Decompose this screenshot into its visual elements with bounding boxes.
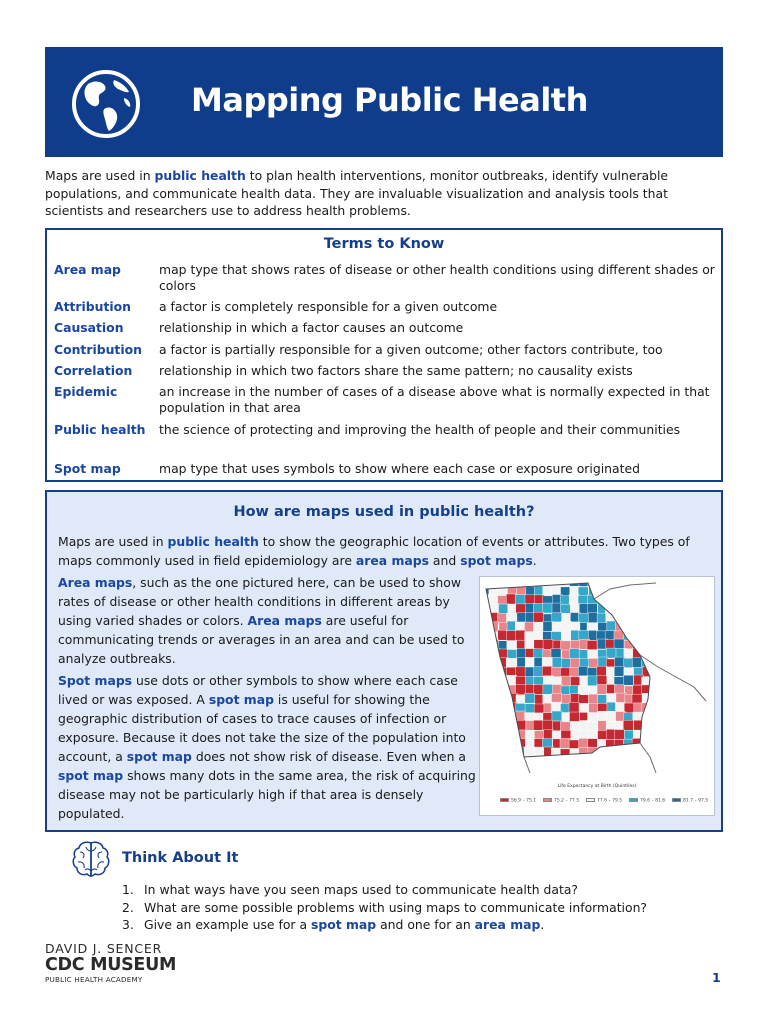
terms-title: Terms to Know [323,236,445,252]
term-name: Public health [54,422,146,437]
legend-item: 56.9 – 75.1 [500,798,536,804]
term-definition: relationship in which a factor causes an outcome [159,320,464,335]
georgia-area-map [479,576,715,816]
term-definition: an increase in the number of cases of a disease above what is normally expected in that population in that area [159,384,710,415]
question-list [122,881,722,934]
map-cells [480,577,662,768]
term-name: Area map [54,262,121,277]
map-legend [480,781,714,815]
page-number: 1 [712,970,721,985]
logo-line-2: CDC MUSEUM [45,955,177,975]
area-maps-paragraph: Area maps, such as the one pictured here, can be used to show rates of disease or other health conditions in different areas by using varied shades or colors. Area maps are useful for communicating trends or averages in an area and can be used to analyze outbreaks. [58,575,465,666]
cdc-museum-logo [45,941,205,984]
globe-icon [70,68,142,140]
legend-item: 77.6 – 79.5 [586,798,622,804]
term-definition: map type that uses symbols to show where each case or exposure originated [159,461,640,476]
legend-item: 81.7 – 97.5 [672,798,708,804]
term-name: Correlation [54,363,133,378]
spot-maps-paragraph: Spot maps use dots or other symbols to show where each case lived or was exposed. A spot map is useful for showing the geographic distribution of cases to trace causes of infection or exposure. Because it does not take the size of the population into account, a spot map does not show risk of disease. Even when a spot map shows many dots in the same area, the risk of acquiring disease may not be particularly high if that area is densely populated. [58,673,476,821]
terms-box [45,228,723,482]
think-about-it-title: Think About It [122,850,239,866]
term-definition: map type that shows rates of disease or other health conditions using different shades or colors [159,262,715,293]
legend-swatch [629,798,638,802]
title-banner [45,47,723,157]
term-definition: the science of protecting and improving the health of people and their communities [159,422,681,437]
maps-section-title: How are maps used in public health? [233,504,535,520]
term-name: Spot map [54,461,121,476]
intro-paragraph: Maps are used in public health to plan health interventions, monitor outbreaks, identify vulnerable populations, and communicate health data. They are invaluable visualization and analysis tools that scientists and researchers use to address health problems. [45,168,669,218]
term-name: Attribution [54,299,131,314]
legend-title: Life Expectancy at Birth (Quintiles) [557,784,637,789]
term-name: Contribution [54,342,142,357]
georgia-map-graphic [480,577,715,781]
term-name: Epidemic [54,384,118,399]
question-item: 1. In what ways have you seen maps used to communicate health data? [122,882,579,897]
legend-swatch [500,798,509,802]
term-definition: relationship in which two factors share the same pattern; no causality exists [159,363,633,378]
logo-line-1: DAVID J. SENCER [45,941,163,956]
question-item: 3. Give an example use for a spot map and one for an area map. [122,917,545,932]
brain-icon [70,838,112,880]
logo-line-3: PUBLIC HEALTH ACADEMY [45,975,143,984]
legend-item: 79.6 – 81.6 [629,798,665,804]
question-item: 2. What are some possible problems with using maps to communicate information? [122,899,647,915]
term-definition: a factor is partially responsible for a given outcome; other factors contribute, too [159,342,663,357]
legend-item: 75.2 – 77.5 [543,798,579,804]
legend-swatch [586,798,595,802]
page-title: Mapping Public Health [191,81,588,119]
maps-usage-box [45,490,723,832]
term-definition: a factor is completely responsible for a given outcome [159,299,498,314]
maps-intro-paragraph: Maps are used in public health to show the geographic location of events or attributes. Two types of maps commonly used in field epidemiology are area maps and spot maps. [58,534,690,568]
term-name: Causation [54,320,124,335]
legend-swatch [672,798,681,802]
legend-swatch [543,798,552,802]
